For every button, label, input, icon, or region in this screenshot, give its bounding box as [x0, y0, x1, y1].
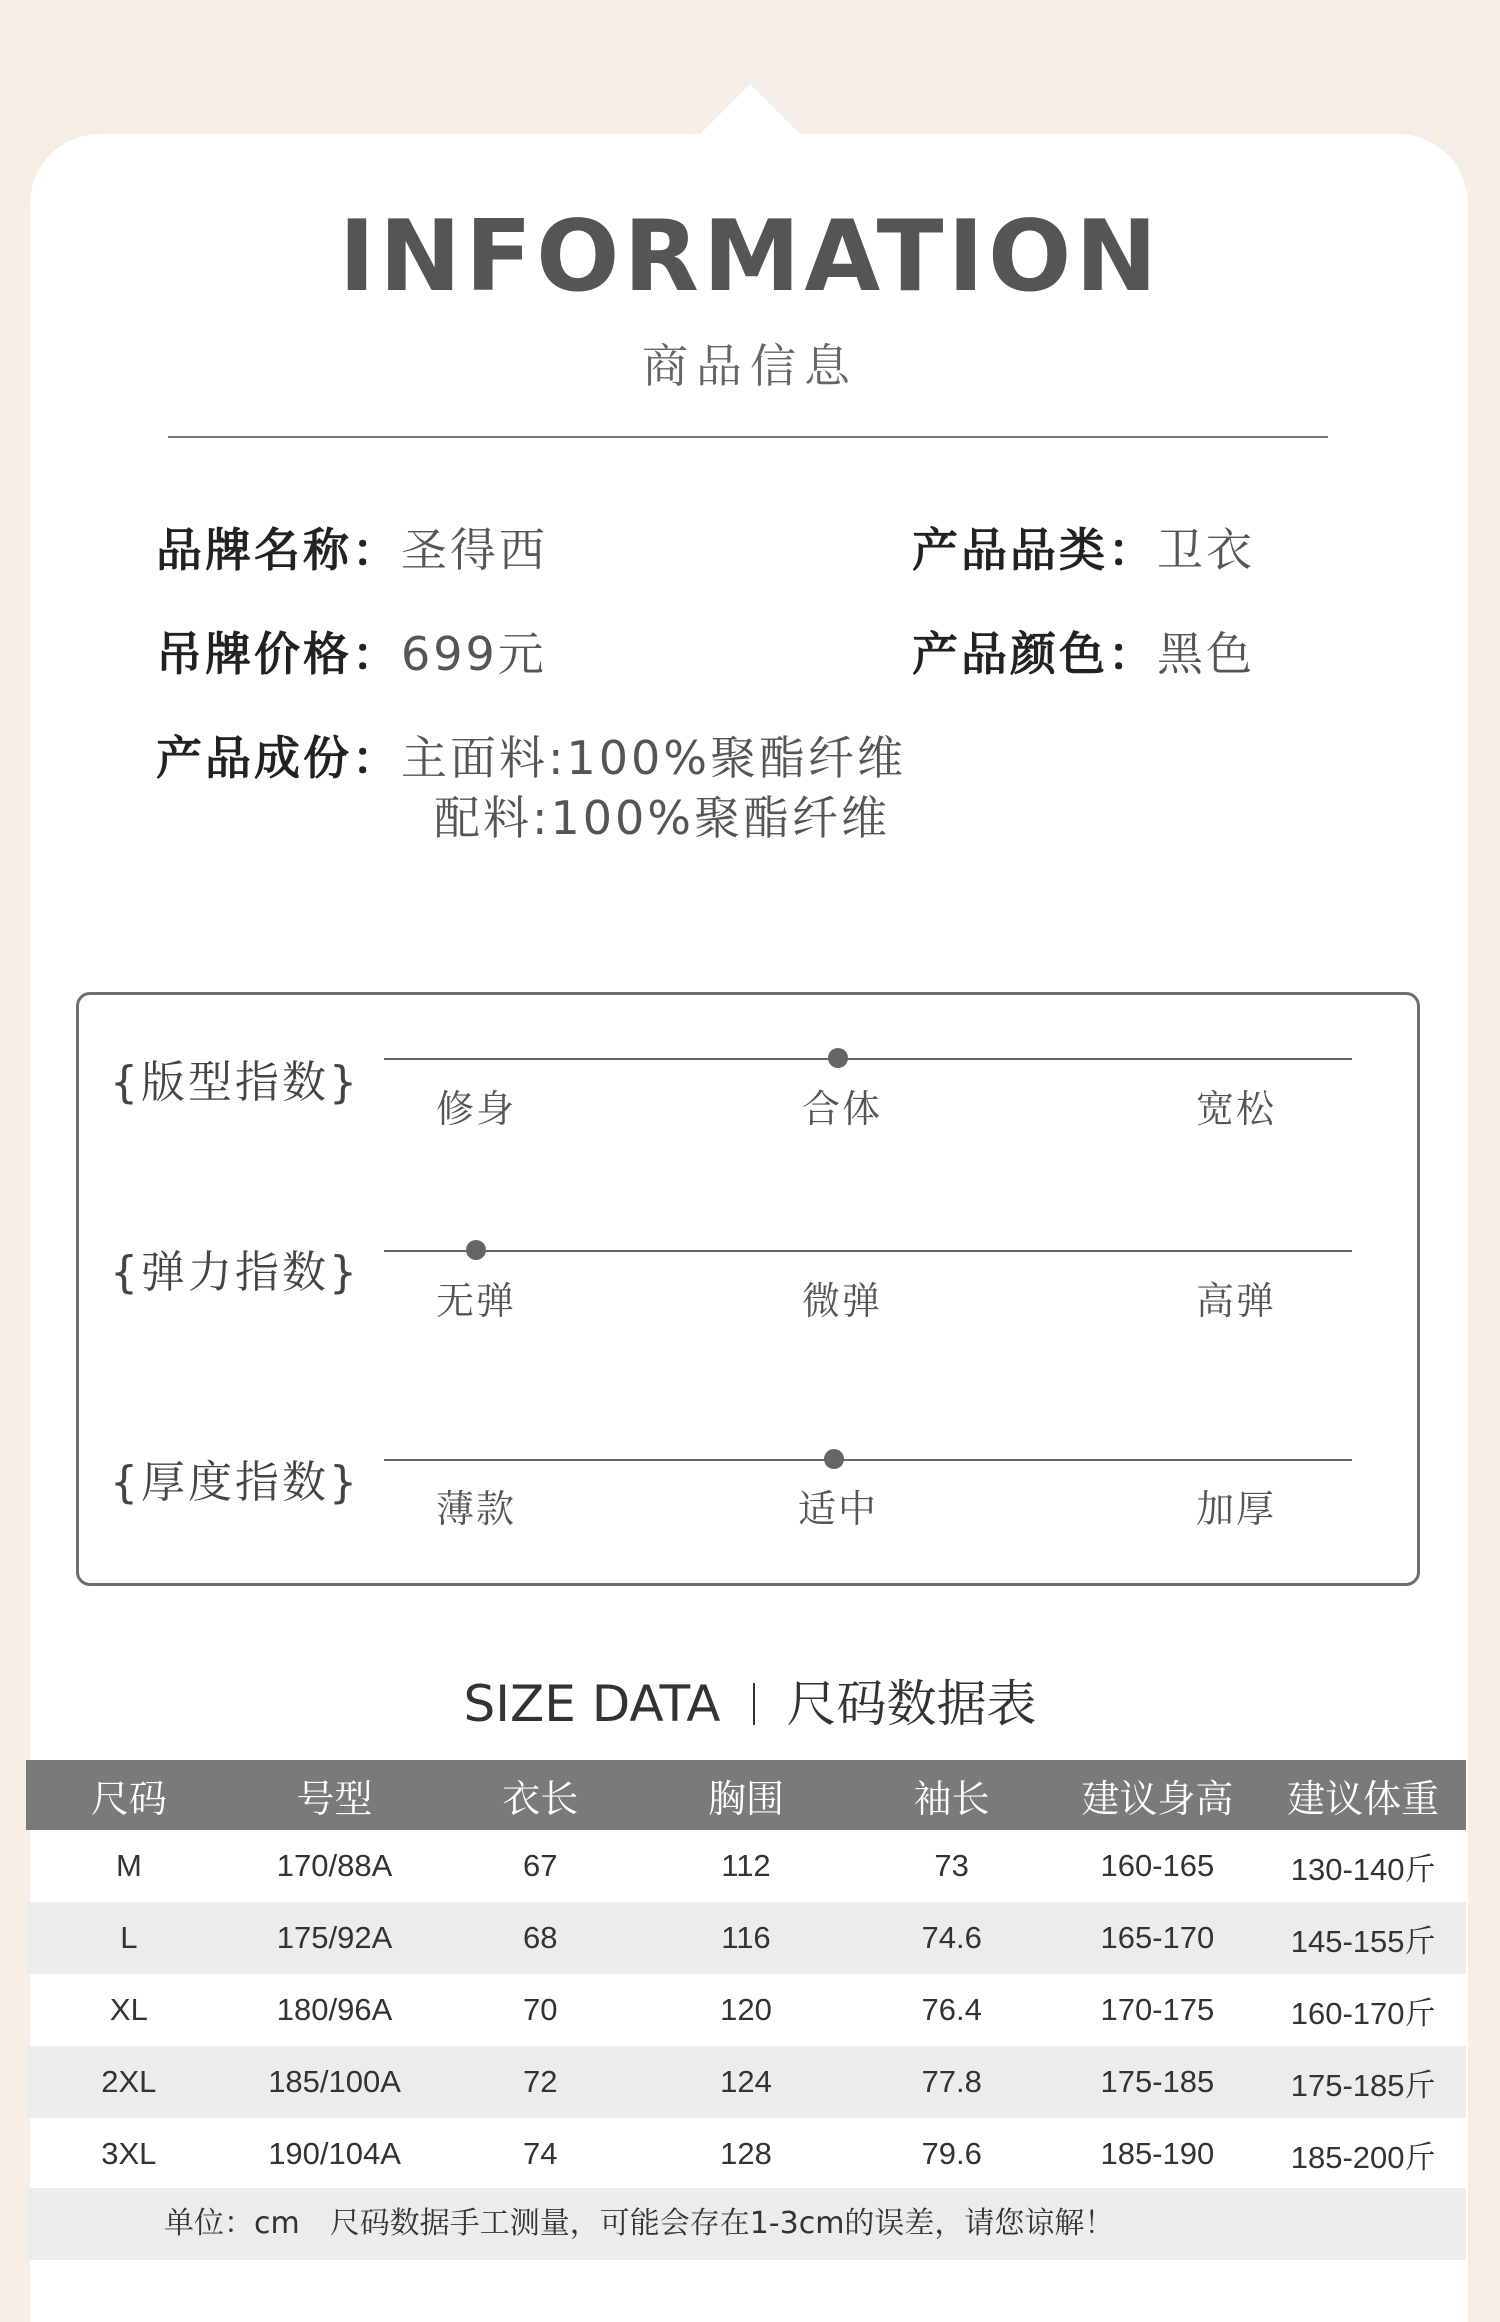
- table-cell: 185-190: [1100, 2136, 1215, 2171]
- composition-line2: 配料:100%聚酯纤维: [434, 791, 891, 845]
- table-cell: XL: [109, 1992, 148, 2027]
- size-title-en: SIZE DATA: [463, 1675, 721, 1733]
- title-separator: [753, 1683, 755, 1725]
- fit-index-label: {版型指数}: [110, 1057, 360, 1108]
- header-length: 衣长: [437, 1760, 643, 1830]
- table-row: [26, 1974, 1466, 2046]
- table-cell: 175-185: [1055, 2046, 1261, 2118]
- table-cell: 76.4: [921, 1992, 982, 2027]
- table-cell: 79.6: [921, 2136, 982, 2171]
- category-info: [912, 514, 1255, 580]
- size-title-cn: 尺码数据表: [786, 1675, 1037, 1733]
- table-cell: 73: [934, 1848, 969, 1883]
- table-cell: 67: [523, 1848, 558, 1883]
- thickness-option-thick: 加厚: [1196, 1487, 1277, 1531]
- table-cell: 160-170斤: [1290, 1995, 1436, 2031]
- table-cell: 170/88A: [276, 1848, 393, 1883]
- thickness-option-thin: 薄款: [436, 1487, 517, 1531]
- fit-option-slim: 修身: [436, 1087, 517, 1131]
- table-cell: 128: [720, 2136, 772, 2171]
- elasticity-option-high: 高弹: [1196, 1279, 1277, 1323]
- table-cell: 77.8: [849, 2046, 1055, 2118]
- fit-selected-dot: [828, 1048, 848, 1068]
- fit-option-regular: 合体: [802, 1087, 883, 1131]
- price-info: [156, 618, 547, 684]
- table-cell: 116: [643, 1902, 849, 1974]
- table-cell: M: [115, 1848, 142, 1883]
- table-row: [26, 2118, 1466, 2190]
- thickness-selected-dot: [824, 1449, 844, 1469]
- table-cell: 112: [721, 1848, 771, 1883]
- table-cell: 74.6: [849, 1902, 1055, 1974]
- header-weight: 建议体重: [1260, 1760, 1466, 1830]
- table-cell: L: [26, 1902, 232, 1974]
- elasticity-option-none: 无弹: [436, 1279, 517, 1323]
- thickness-scale-line: [384, 1459, 1352, 1461]
- table-cell: 130-140斤: [1290, 1851, 1436, 1887]
- table-cell: 2XL: [26, 2046, 232, 2118]
- table-cell: 190/104A: [268, 2136, 401, 2171]
- color-label: 产品颜色：: [912, 627, 1157, 681]
- header-chest: 胸围: [643, 1760, 849, 1830]
- header-height: 建议身高: [1055, 1760, 1261, 1830]
- price-label: 吊牌价格：: [156, 627, 401, 681]
- table-cell: 68: [437, 1902, 643, 1974]
- table-cell: 3XL: [101, 2136, 157, 2171]
- table-cell: 160-165: [1100, 1848, 1215, 1883]
- size-table: [26, 1760, 1466, 2190]
- table-cell: 165-170: [1055, 1902, 1261, 1974]
- brand-value: 圣得西: [401, 523, 548, 577]
- elasticity-scale-line: [384, 1250, 1352, 1252]
- size-data-title: [0, 1664, 1500, 1736]
- fit-option-loose: 宽松: [1196, 1087, 1277, 1131]
- table-cell: 170-175: [1100, 1992, 1215, 2027]
- price-value: 699元: [401, 627, 547, 681]
- table-cell: 175/92A: [232, 1902, 438, 1974]
- brand-info: [156, 514, 548, 580]
- table-row: [26, 1830, 1466, 1902]
- thickness-option-medium: 适中: [798, 1487, 879, 1531]
- measurement-note: 单位：cm 尺码数据手工测量，可能会存在1-3cm的误差，请您谅解！: [26, 2188, 1466, 2260]
- header-sleeve: 袖长: [849, 1760, 1055, 1830]
- table-header-row: [26, 1760, 1466, 1830]
- brand-label: 品牌名称：: [156, 523, 401, 577]
- page-title: INFORMATION: [338, 200, 1162, 314]
- table-row: [26, 2046, 1466, 2118]
- elasticity-index-label: {弹力指数}: [110, 1247, 360, 1298]
- composition-label: 产品成份：: [156, 731, 401, 785]
- table-cell: 124: [643, 2046, 849, 2118]
- composition-line1: 主面料:100%聚酯纤维: [401, 731, 907, 785]
- table-cell: 145-155斤: [1260, 1902, 1466, 1974]
- composition-info: [156, 722, 906, 788]
- category-label: 产品品类：: [912, 523, 1157, 577]
- card-notch: [698, 84, 802, 136]
- color-value: 黑色: [1157, 627, 1255, 681]
- elasticity-option-slight: 微弹: [802, 1279, 883, 1323]
- table-row: [26, 1902, 1466, 1974]
- page-subtitle: 商品信息: [642, 339, 858, 393]
- elasticity-selected-dot: [466, 1240, 486, 1260]
- table-cell: 70: [523, 1992, 558, 2027]
- table-cell: 180/96A: [276, 1992, 393, 2027]
- table-cell: 185-200斤: [1290, 2139, 1436, 2175]
- thickness-index-label: {厚度指数}: [110, 1457, 360, 1508]
- header-size: 尺码: [26, 1760, 232, 1830]
- category-value: 卫衣: [1157, 523, 1255, 577]
- table-cell: 74: [523, 2136, 558, 2171]
- header-fit-code: 号型: [232, 1760, 438, 1830]
- table-cell: 72: [437, 2046, 643, 2118]
- fit-scale-line: [384, 1058, 1352, 1060]
- table-cell: 175-185斤: [1260, 2046, 1466, 2118]
- table-cell: 120: [720, 1992, 772, 2027]
- color-info: [912, 618, 1255, 684]
- table-cell: 185/100A: [232, 2046, 438, 2118]
- divider: [168, 436, 1328, 438]
